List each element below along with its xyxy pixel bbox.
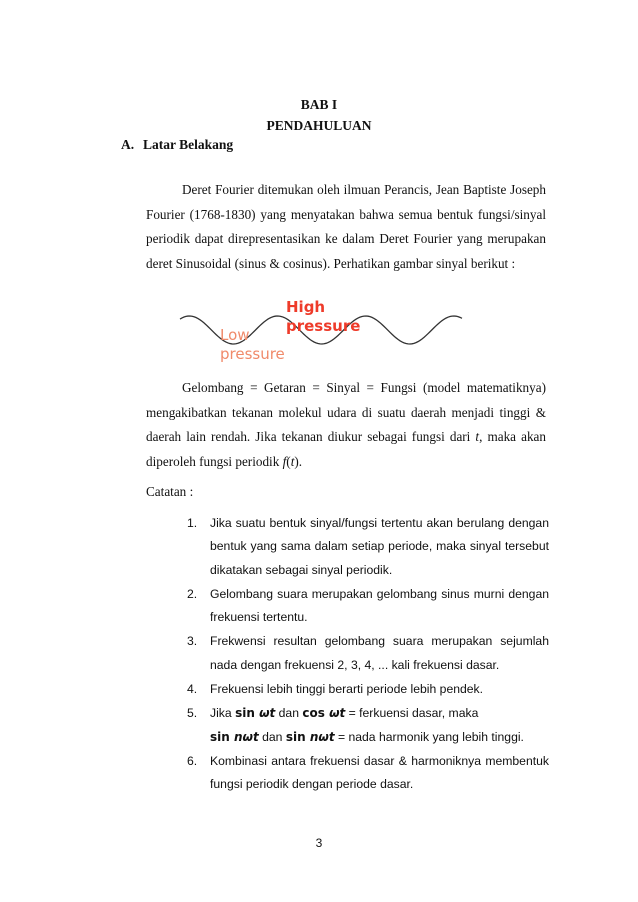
note-text: Kombinasi antara frekuensi dasar & harmoniknya membentuk fungsi periodik dengan periode dasar.	[210, 753, 549, 792]
note5-dan: dan	[278, 706, 299, 721]
note5-rest: = nada harmonik yang lebih tinggi.	[337, 729, 524, 744]
math-fn: sin	[210, 729, 230, 744]
section-title: Latar Belakang	[143, 137, 234, 152]
page-number: 3	[315, 836, 323, 850]
math-var: ωt	[329, 706, 346, 721]
function-paren-close: ).	[294, 453, 303, 469]
note5-dan: dan	[262, 729, 283, 744]
variable-t: t	[475, 429, 480, 444]
low-label-line1: Low	[220, 326, 250, 344]
notes-list	[187, 512, 549, 798]
paragraph-intro-text: Deret Fourier ditemukan oleh ilmuan Perancis, Jean Baptiste Joseph Fourier (1768-1830) yang menyatakan bahwa semua bentuk fungsi/sinyal periodik dapat direpresentasikan ke dalam Deret Fourier yang merupakan deret Sinusoidal (sinus & cosinus). Perhatikan gambar sinyal berikut :	[146, 182, 546, 271]
note5-rest: = ferkuensi dasar, maka	[348, 706, 479, 721]
note-text: Jika suatu bentuk sinyal/fungsi tertentu akan berulang dengan bentuk yang sama dalam setiap periode, maka sinyal tersebut dikatakan sebagai sinyal periodik.	[210, 516, 549, 577]
math-fn: sin	[285, 729, 306, 744]
pressure-wave-figure	[176, 290, 466, 370]
note-item	[187, 583, 549, 630]
math-var: nωt	[309, 729, 335, 744]
note-item	[187, 512, 549, 582]
note-number: 3.	[187, 634, 198, 649]
math-var: nωt	[234, 729, 259, 744]
note-text: Frekuensi lebih tinggi berarti periode lebih pendek.	[210, 682, 484, 697]
note-item	[187, 678, 549, 701]
math-fn: cos	[302, 706, 325, 721]
section-number: A.	[121, 137, 135, 152]
note-item-formula	[187, 702, 549, 749]
note-number: 4.	[187, 682, 198, 697]
math-var: ωt	[259, 706, 276, 721]
section-heading	[121, 137, 233, 153]
high-label-line2: pressure	[286, 317, 361, 335]
chapter-number: BAB I	[300, 97, 338, 112]
chapter-title: PENDAHULUAN	[266, 118, 372, 133]
note-number: 1.	[187, 516, 198, 530]
notes-title: Catatan :	[146, 484, 194, 499]
function-arg-t: t	[290, 453, 295, 469]
function-paren-open: (	[286, 453, 291, 469]
paragraph-wave	[146, 376, 546, 474]
note-item	[187, 750, 549, 797]
note-text: Frekwensi resultan gelombang suara merupakan sejumlah nada dengan frekuensi 2, 3, 4, ... kali frekuensi dasar.	[210, 634, 549, 672]
math-fn: sin	[235, 706, 255, 721]
high-label-line1: High	[286, 298, 326, 316]
note-item	[187, 630, 549, 677]
note-number: 2.	[187, 586, 198, 601]
low-label-line2: pressure	[220, 345, 285, 363]
paragraph-wave-text-1: Gelombang = Getaran = Sinyal = Fungsi (model matematiknya) mengakibatkan tekanan molekul udara di suatu daerah menjadi tinggi & daerah lain rendah. Jika tekanan diukur sebagai fungsi dari	[146, 380, 546, 444]
note-number: 5.	[187, 706, 198, 721]
note-number: 6.	[187, 753, 198, 768]
paragraph-intro	[146, 178, 546, 276]
math-sin-wt	[235, 706, 275, 720]
math-cos-wt	[302, 706, 345, 720]
function-f: f	[282, 453, 287, 469]
math-sin-nwt	[210, 730, 259, 744]
note5-jika: Jika	[210, 706, 232, 721]
note-text: Gelombang suara merupakan gelombang sinus murni dengan frekuensi tertentu.	[210, 586, 549, 625]
math-sin-nwt-2	[286, 730, 335, 744]
paragraph-wave-text-2: , maka akan diperoleh fungsi periodik	[146, 429, 546, 469]
